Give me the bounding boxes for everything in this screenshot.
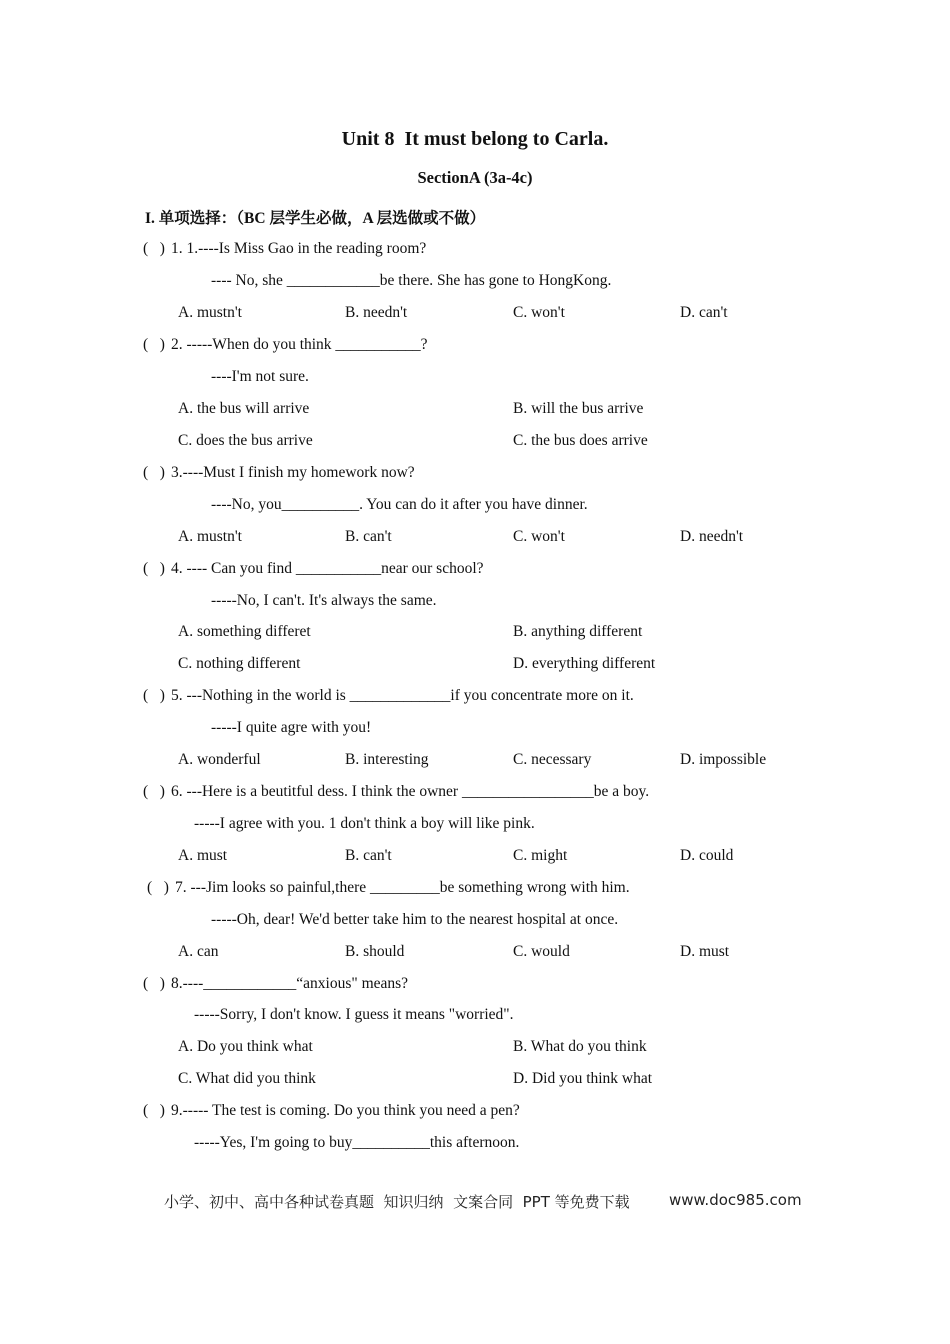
question-stem: 4. ---- Can you find ___________near our school? [171,560,484,577]
option: A. something differet [178,623,311,640]
question-reply: -----Sorry, I don't know. I guess it means "worried". [194,1006,514,1023]
option: B. should [345,943,405,960]
option: B. needn't [345,304,408,321]
option: C. the bus does arrive [513,432,648,449]
question-reply: -----I quite agre with you! [211,719,372,736]
option: C. What did you think [178,1070,316,1087]
option: D. everything different [513,655,656,672]
page-title: Unit 8 It must belong to Carla. [341,128,609,150]
answer-bracket[interactable]: ( ) [143,1102,165,1119]
question-reply: ----No, you__________. You can do it after you have dinner. [211,496,588,513]
question-reply: -----Oh, dear! We'd better take him to the nearest hospital at once. [211,911,619,928]
footer-link[interactable]: www.doc985.com [669,1191,802,1209]
answer-bracket[interactable]: ( ) [147,879,169,896]
question-reply: ---- No, she ____________be there. She has gone to HongKong. [211,272,612,289]
question-reply: ----I'm not sure. [211,368,309,385]
answer-bracket[interactable]: ( ) [143,687,165,704]
option: D. must [680,943,730,960]
option: A. wonderful [178,751,261,768]
question-stem: 9.----- The test is coming. Do you think you need a pen? [171,1102,520,1119]
section-subtitle: SectionA (3a-4c) [417,168,533,187]
answer-bracket[interactable]: ( ) [143,975,165,992]
footer-text: 小学、初中、高中各种试卷真题 知识归纳 文案合同 PPT 等免费下载 [164,1193,630,1211]
option: C. does the bus arrive [178,432,313,449]
section-heading: I. 单项选择：（BC 层学生必做，A 层选做或不做） [145,210,486,227]
option: D. can't [680,304,728,321]
option: A. mustn't [178,528,242,545]
answer-bracket[interactable]: ( ) [143,336,165,353]
option: D. impossible [680,751,767,768]
option: A. mustn't [178,304,242,321]
question-reply: -----Yes, I'm going to buy__________this afternoon. [194,1134,520,1151]
option: B. anything different [513,623,643,640]
option: C. necessary [513,751,592,768]
option: D. could [680,847,734,864]
option: A. the bus will arrive [178,400,310,417]
answer-bracket[interactable]: ( ) [143,560,165,577]
option: A. must [178,847,228,864]
question-stem: 3.----Must I finish my homework now? [171,464,415,481]
option: A. can [178,943,219,960]
option: A. Do you think what [178,1038,313,1055]
option: C. might [513,847,568,864]
option: B. can't [345,847,392,864]
question-reply: -----No, I can't. It's always the same. [211,592,437,609]
answer-bracket[interactable]: ( ) [143,464,165,481]
question-stem: 6. ---Here is a beutitful dess. I think the owner _________________be a boy. [171,783,650,800]
option: B. will the bus arrive [513,400,644,417]
question-stem: 2. -----When do you think ___________? [171,336,428,353]
question-stem: 8.----____________“anxious" means? [171,975,409,992]
option: C. nothing different [178,655,301,672]
option: D. Did you think what [513,1070,653,1087]
answer-bracket[interactable]: ( ) [143,783,165,800]
option: C. would [513,943,570,960]
option: D. needn't [680,528,744,545]
option: C. won't [513,304,565,321]
question-stem: 7. ---Jim looks so painful,there _________be something wrong with him. [175,879,630,896]
option: B. What do you think [513,1038,647,1055]
option: C. won't [513,528,565,545]
question-reply: -----I agree with you. 1 don't think a boy will like pink. [194,815,535,832]
option: B. interesting [345,751,429,768]
question-stem: 5. ---Nothing in the world is _____________if you concentrate more on it. [171,687,634,704]
question-stem: 1. 1.----Is Miss Gao in the reading room? [171,240,427,257]
option: B. can't [345,528,392,545]
answer-bracket[interactable]: ( ) [143,240,165,257]
